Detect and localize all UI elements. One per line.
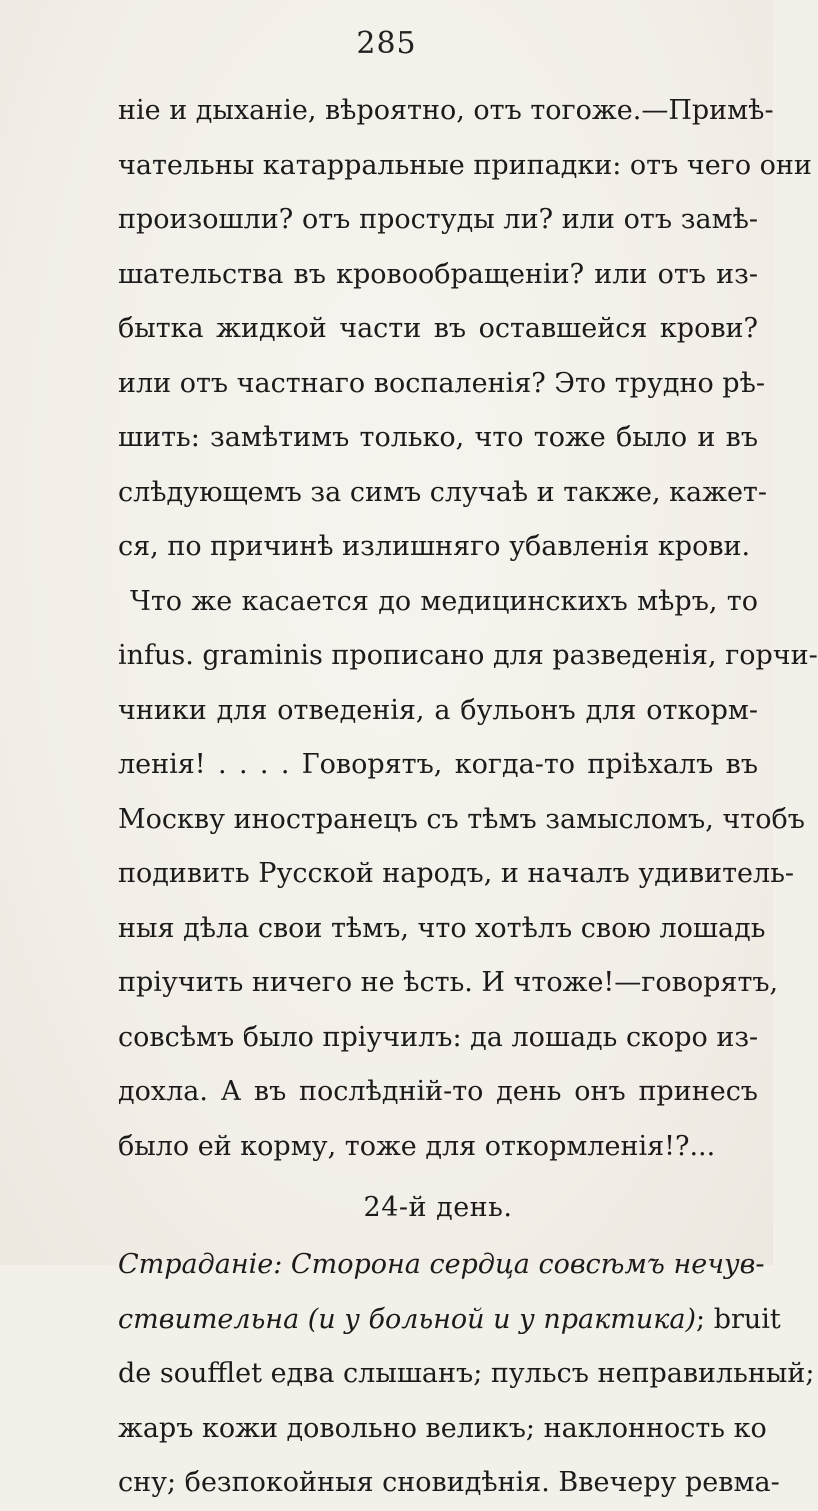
page-number: 285: [356, 26, 417, 61]
text-line: шить: замѣтимъ только, что тоже было и въ: [118, 422, 758, 453]
text-line: ся, по причинѣ излишняго убавленія крови.: [118, 531, 751, 562]
text-line: de soufflet едва слышанъ; пульсъ неправильный;: [118, 1358, 815, 1389]
text-line: бытка жидкой части въ оставшейся крови?: [118, 313, 758, 344]
text-line: совсѣмъ было пріучилъ: да лошадь скоро из-: [118, 1021, 759, 1053]
italic-text: ствительна (и у больной и у практика): [118, 1303, 697, 1335]
section-heading: 24-й день.: [363, 1192, 513, 1223]
text-line: сну; безпокойныя сновидѣнія. Ввечеру ревма-: [118, 1467, 780, 1498]
text-line: чательны катарральные припадки: отъ чего они: [118, 149, 812, 181]
paragraph-medical-measures: [118, 575, 818, 1175]
text-line: жаръ кожи довольно великъ; наклонность ко: [118, 1412, 767, 1444]
text-line: Что же касается до медицинскихъ мѣръ, то: [130, 585, 758, 617]
text-line: чники для отведенія, а бульонъ для откорм-: [118, 694, 758, 726]
text-line: ныя дѣла свои тѣмъ, что хотѣлъ свою лошадь: [118, 912, 766, 944]
paragraph-day-24: [118, 1238, 815, 1511]
paragraph-continuation: [118, 84, 812, 575]
text-line: ніе и дыханіе, вѣроятно, отъ тогоже.—Примѣ-: [118, 95, 774, 126]
italic-text: Страданіе: Сторона сердца совсѣмъ нечув-: [118, 1249, 765, 1280]
text-line: [118, 1238, 765, 1293]
text-line: или отъ частнаго воспаленія? Это трудно рѣ-: [118, 367, 765, 399]
text-line: [118, 1293, 781, 1348]
text-segment: ; bruit: [696, 1303, 781, 1335]
text-line: произошли? отъ простуды ли? или отъ замѣ-: [118, 204, 758, 235]
text-line: было ей корму, тоже для откормленія!?...: [118, 1130, 716, 1162]
text-line: подивить Русской народъ, и началъ удивитель-: [118, 858, 795, 889]
text-line: дохла. А въ послѣдній-то день онъ принесъ: [118, 1076, 758, 1107]
text-line: пріучить ничего не ѣсть. И чтоже!—говорятъ,: [118, 967, 779, 998]
text-line: слѣдующемъ за симъ случаѣ и также, кажет-: [118, 476, 767, 508]
page-body: [118, 84, 818, 1511]
text-line: infus. graminis прописано для разведенія, горчи-: [118, 640, 818, 671]
text-line: Москву иностранецъ съ тѣмъ замысломъ, чтобъ: [118, 803, 805, 835]
text-line: шательства въ кровообращеніи? или отъ из-: [118, 258, 758, 290]
text-line: ленія! . . . . Говорятъ, когда-то пріѣхалъ въ: [118, 749, 758, 780]
